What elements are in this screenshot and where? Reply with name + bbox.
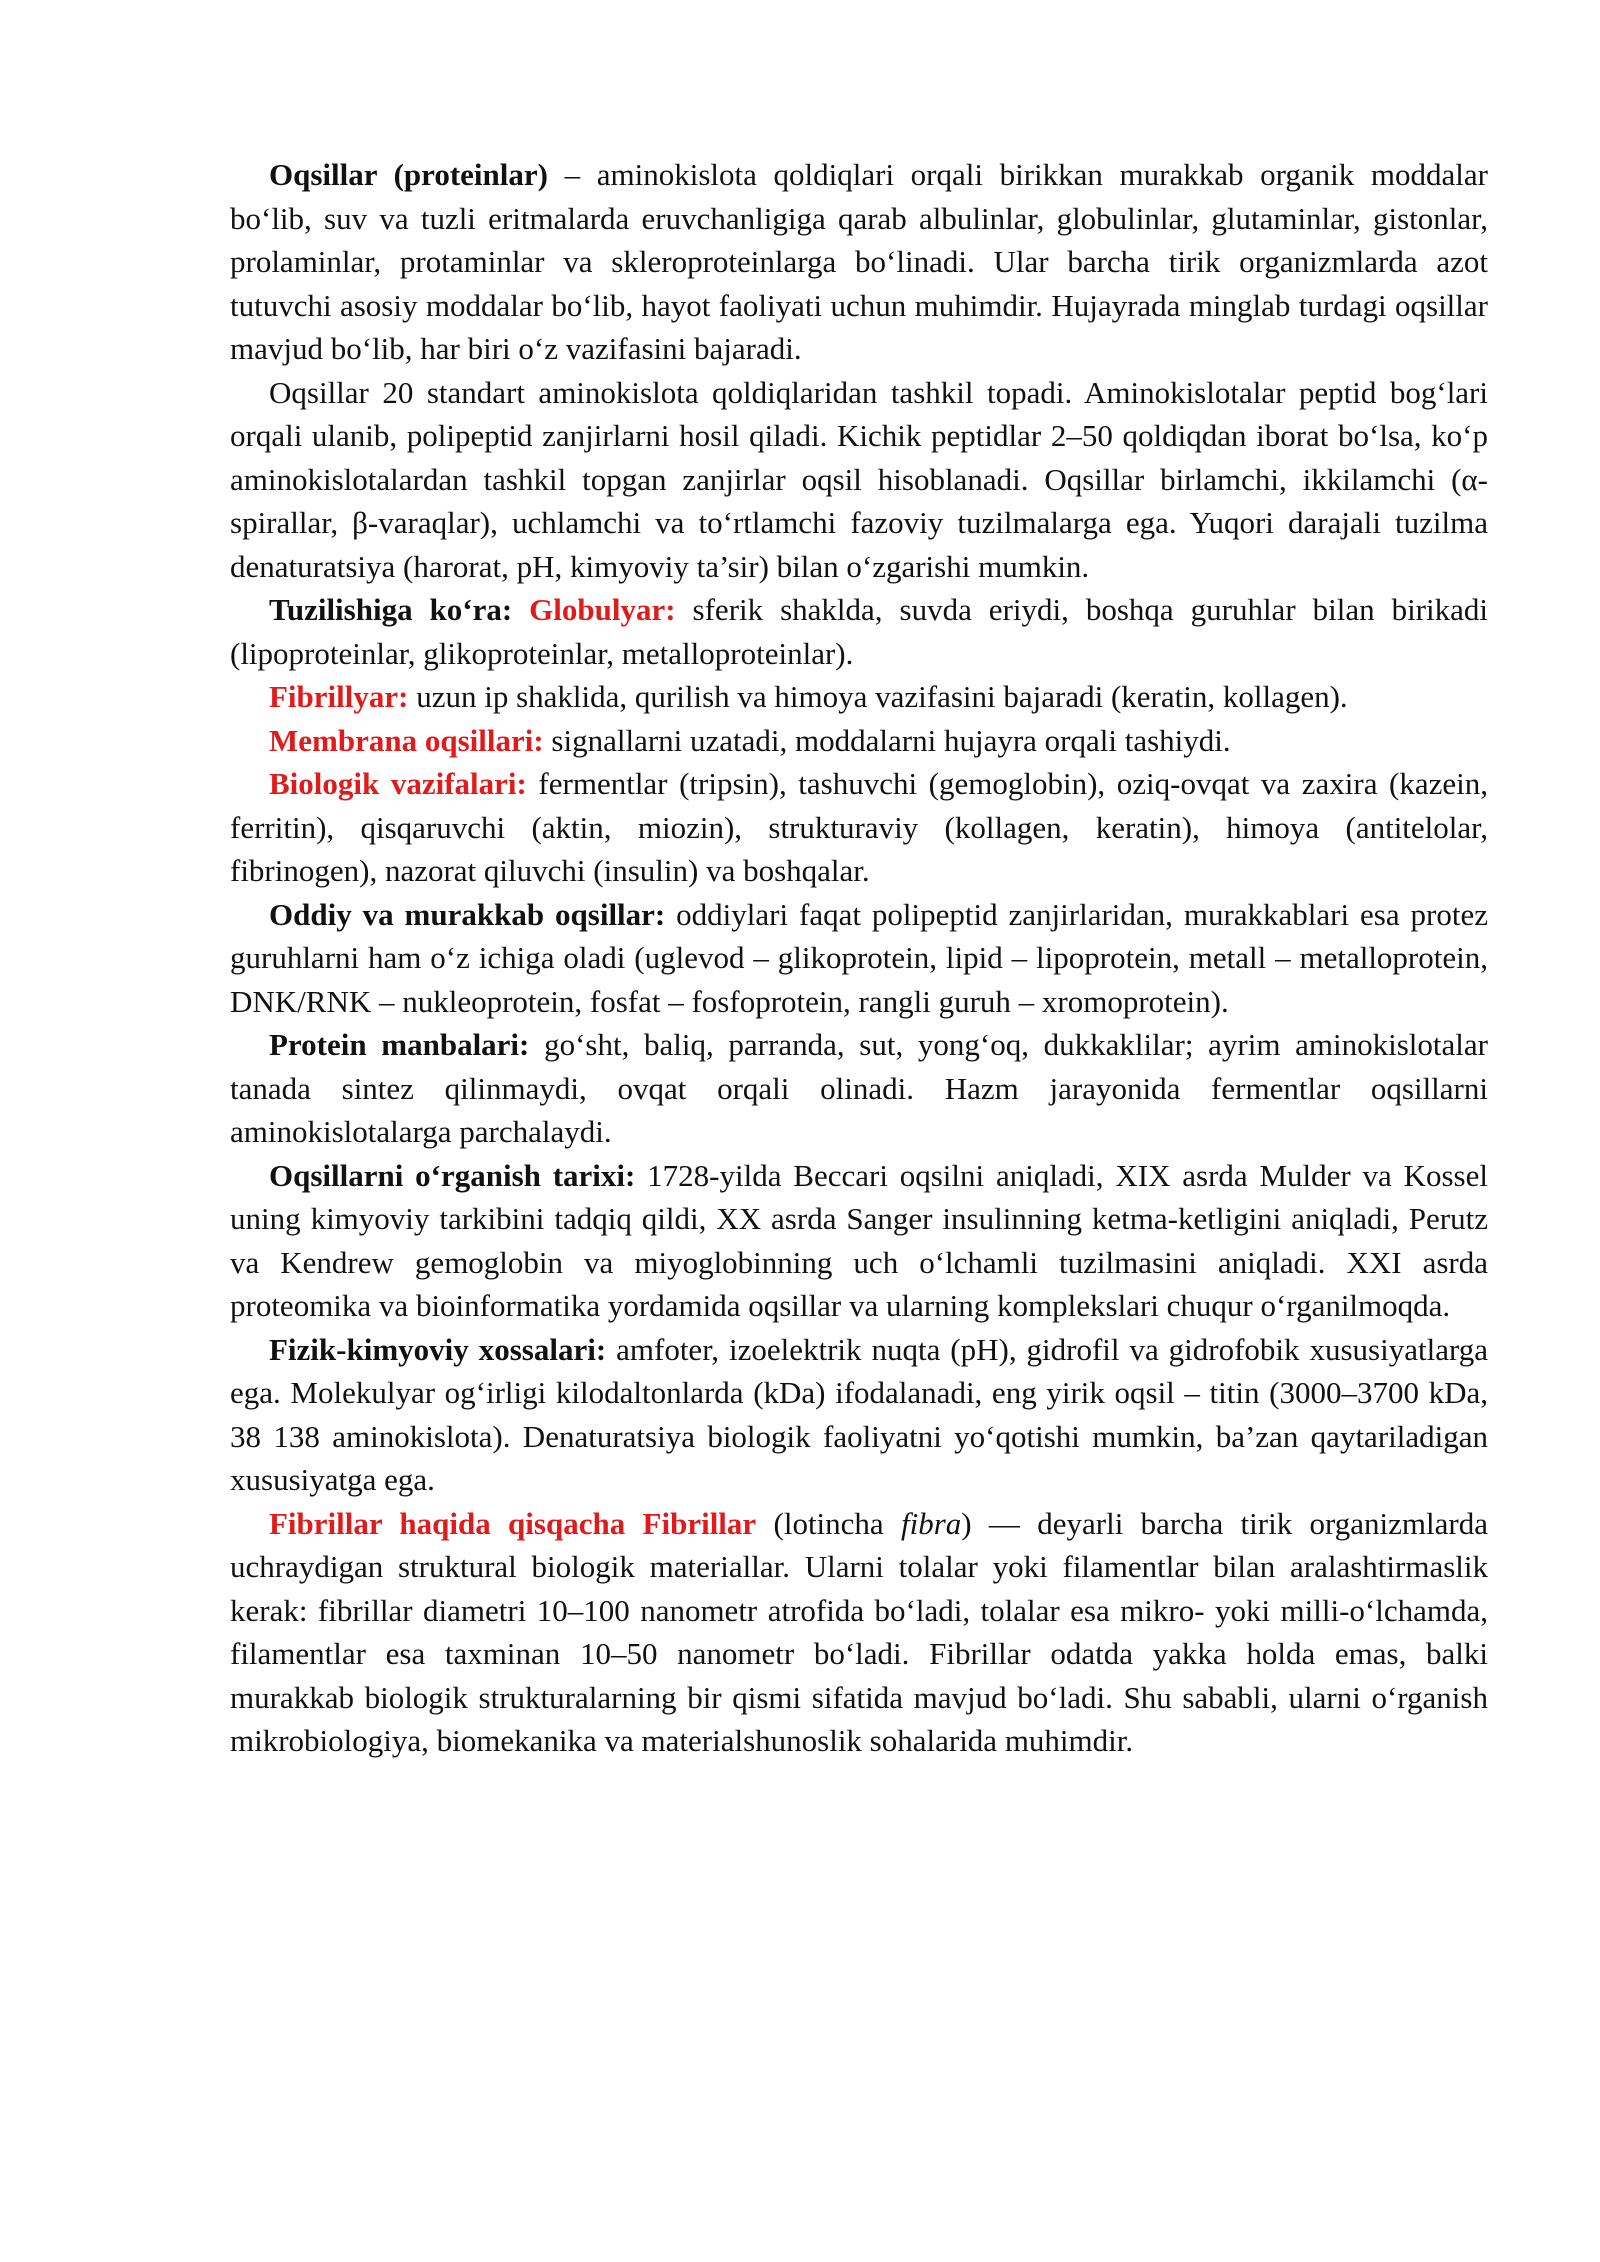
paragraph-membrana — [230, 719, 1488, 763]
paragraph-definition — [230, 153, 1488, 371]
term-oqsillar: Oqsillar (proteinlar) — [269, 157, 548, 192]
term-fibrillar: Fibrillar haqida qisqacha Fibrillar — [269, 1505, 757, 1541]
paragraph-text: Oqsillar 20 standart aminokislota qoldiqlaridan tashkil topadi. Aminokislotalar peptid bog‘lari orqali ulanib, polipeptid zanjirlarni hosil qiladi. Kichik peptidlar 2–50 qoldiqdan iborat bo‘lsa, ko‘p aminokislotalardan tashkil topgan zanjirlar oqsil hisoblanadi. Oqsillar birlamchi, ikkilamchi (α-spirallar, β-varaqlar), uchlamchi va to‘rtlamchi fazoviy tuzilmalarga ega. Yuqori darajali tuzilma denaturatsiya (harorat, pH, kimyoviy ta’sir) bilan o‘zgarishi mumkin. — [230, 374, 1488, 584]
paragraph-fibrillar — [230, 1502, 1488, 1763]
paragraph-biologik-vazifalari — [230, 762, 1488, 893]
paragraph-tarixi — [230, 1154, 1488, 1328]
term-organish-tarixi: Oqsillarni o‘rganish tarixi: — [269, 1157, 636, 1193]
paragraph-text: uzun ip shaklida, qurilish va himoya vazifasini bajaradi (keratin, kollagen). — [408, 679, 1348, 714]
term-fizik-kimyoviy: Fizik-kimyoviy xossalari: — [269, 1331, 607, 1367]
paragraph-text: oddiylari faqat polipeptid zanjirlaridan, murakkablari esa protez guruhlarni ham o‘z ichiga oladi (uglevod – glikoprotein, lipid – lipoprotein, metall – metalloprotein, DNK/RNK – nukleoprotein, fosfat – fosfoprotein, rangli guruh – xromoprotein). — [230, 896, 1488, 1019]
paragraph-structure — [230, 371, 1488, 589]
paragraph-text: ) — deyarli barcha tirik organizmlarda uchraydigan struktural biologik materiallar. Ularni tolalar yoki filamentlar bilan aralashtirmaslik kerak: fibrillar diametri 10–100 nanometr atrofida bo‘ladi, tolalar esa mikro- yoki milli-o‘lchamda, filamentlar esa taxminan 10–50 nanometr bo‘ladi. Fibrillar odatda yakka holda emas, balki murakkab biologik strukturalarning bir qismi sifatida mavjud bo‘ladi. Shu sababli, ularni o‘rganish mikrobiologiya, biomekanika va materialshunoslik sohalarida muhimdir. — [230, 1505, 1488, 1758]
document-page — [230, 153, 1488, 1763]
paragraph-oddiy-murakkab — [230, 893, 1488, 1024]
paragraph-by-structure — [230, 588, 1488, 675]
paragraph-text: 1728-yilda Beccari oqsilni aniqladi, XIX asrda Mulder va Kossel uning kimyoviy tarkibini tadqiq qildi, XX asrda Sanger insulinning ketma-ketligini aniqladi, Perutz va Kendrew gemoglobin va miyoglobinning uch o‘lchamli tuzilmasini aniqladi. XXI asrda proteomika va bioinformatika yordamida oqsillar va ularning komplekslari chuqur o‘rganilmoqda. — [230, 1157, 1488, 1323]
paragraph-text: amfoter, izoelektrik nuqta (pH), gidrofil va gidrofobik xususiyatlarga ega. Molekulyar og‘irligi kilodaltonlarda (kDa) ifodalanadi, eng yirik oqsil – titin (3000–3700 kDa, 38 138 aminokislota). Denaturatsiya biologik faoliyatni yo‘qotishi mumkin, ba’zan qaytariladigan xususiyatga ega. — [230, 1331, 1489, 1497]
italic-fibra: fibra — [901, 1505, 962, 1541]
paragraph-text: (lotincha — [756, 1505, 901, 1541]
paragraph-text: signallarni uzatadi, moddalarni hujayra orqali tashiydi. — [543, 722, 1231, 758]
paragraph-text: go‘sht, baliq, parranda, sut, yong‘oq, dukkaklilar; ayrim aminokislotalar tanada sintez qilinmaydi, ovqat orqali olinadi. Hazm jarayonida fermentlar oqsillarni aminokislotalarga parchalaydi. — [230, 1027, 1488, 1149]
term-oddiy-murakkab: Oddiy va murakkab oqsillar: — [269, 896, 666, 932]
paragraph-fibrillyar — [230, 675, 1488, 719]
term-protein-manbalari: Protein manbalari: — [269, 1027, 530, 1062]
term-membrana-oqsillari: Membrana oqsillari: — [269, 722, 544, 758]
paragraph-protein-manbalari — [230, 1023, 1488, 1154]
paragraph-fizik-kimyoviy — [230, 1328, 1488, 1502]
paragraph-text: sferik shaklda, suvda eriydi, boshqa guruhlar bilan birikadi (lipoproteinlar, glikoproteinlar, metalloproteinlar). — [230, 592, 1488, 671]
paragraph-text: – aminokislota qoldiqlari orqali birikkan murakkab organik moddalar bo‘lib, suv va tuzli eritmalarda eruvchanligiga qarab albulinlar, globulinlar, glutaminlar, gistonlar, prolaminlar, protaminlar va skleroproteinlarga bo‘linadi. Ular barcha tirik organizmlarda azot tutuvchi asosiy moddalar bo‘lib, hayot faoliyati uchun muhimdir. Hujayrada minglab turdagi oqsillar mavjud bo‘lib, har biri o‘z vazifasini bajaradi. — [230, 157, 1488, 366]
paragraph-text: fermentlar (tripsin), tashuvchi (gemoglobin), oziq-ovqat va zaxira (kazein, ferritin), qisqaruvchi (aktin, miozin), strukturaviy (kollagen, keratin), himoya (antitelolar, fibrinogen), nazorat qiluvchi (insulin) va boshqalar. — [230, 766, 1488, 888]
term-biologik-vazifalari: Biologik vazifalari: — [269, 766, 527, 801]
term-fibrillyar: Fibrillyar: — [269, 679, 409, 714]
term-globulyar: Globulyar: — [529, 592, 676, 627]
heading-tuzilishiga: Tuzilishiga ko‘ra: — [269, 592, 513, 627]
